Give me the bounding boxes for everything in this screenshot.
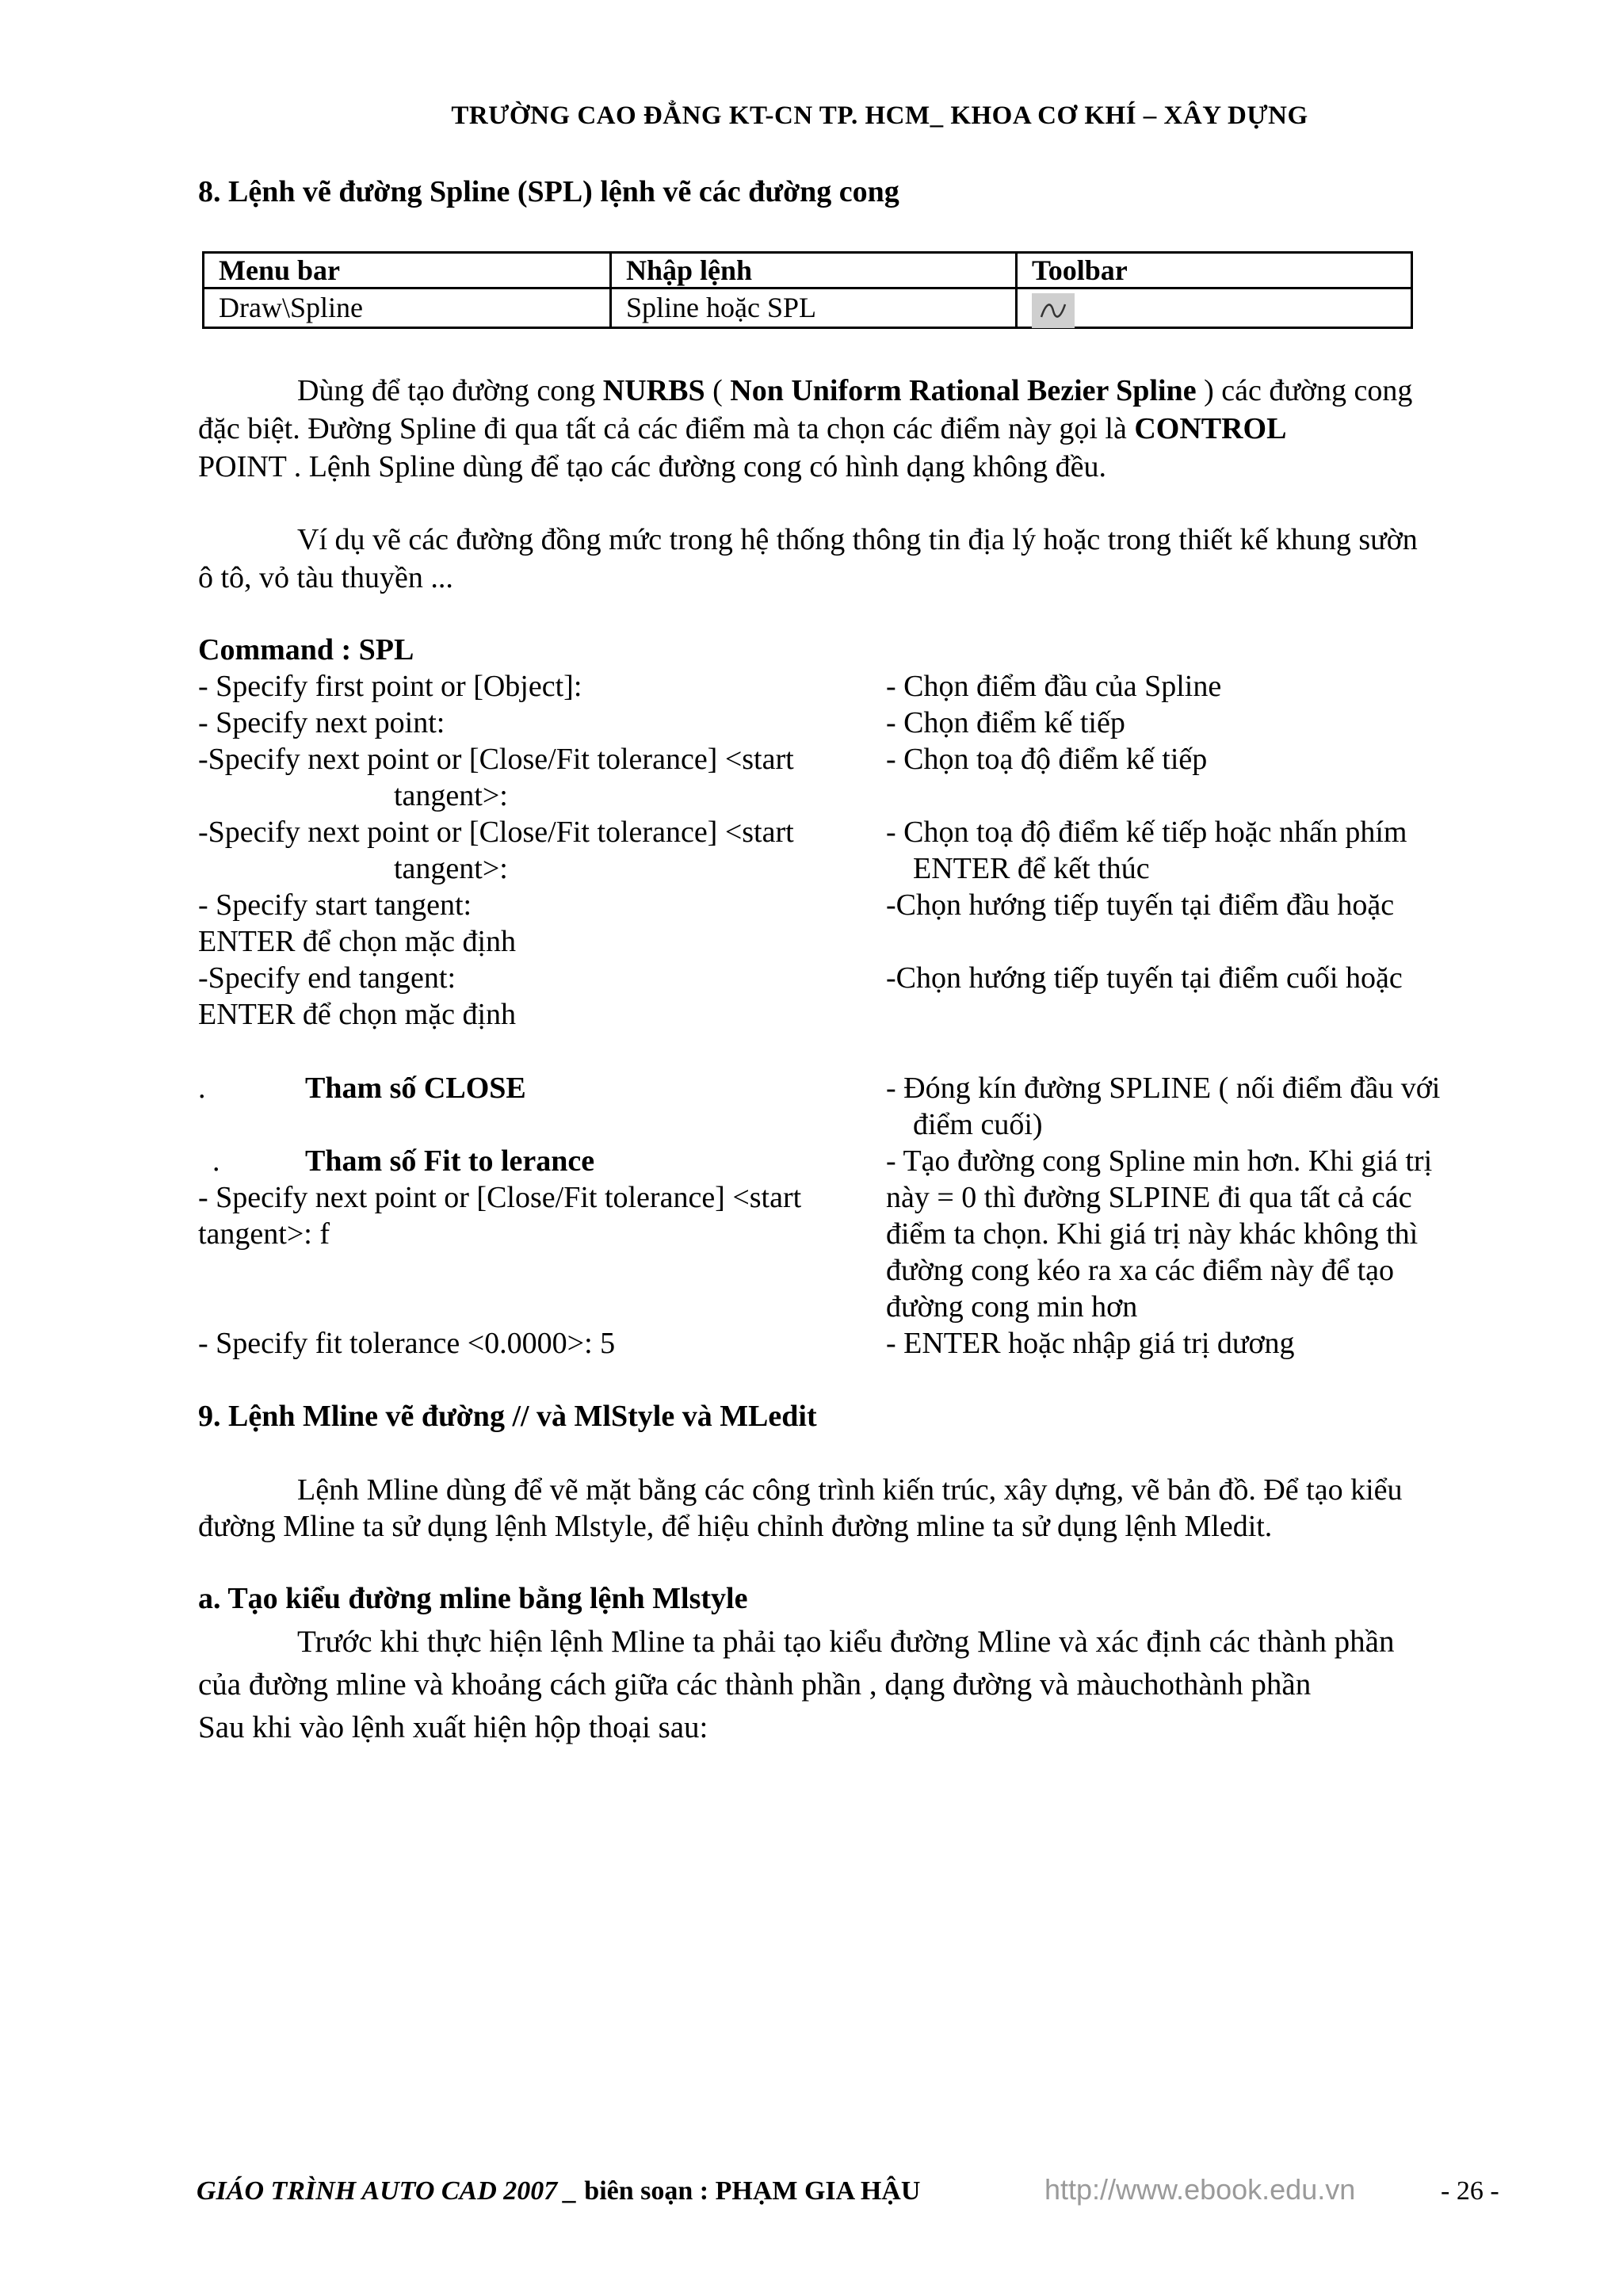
nurbs-paragraph-line-2: [198, 411, 1561, 447]
text-run: đặc biệt. Đường Spline đi qua tất cả các điểm mà ta chọn các điểm này gọi là: [198, 412, 1135, 445]
cmd-left-3-cont: tangent>:: [394, 779, 508, 812]
footer-title: [197, 2176, 920, 2206]
cmd-right-5: -Chọn hướng tiếp tuyến tại điểm đầu hoặc: [886, 888, 1395, 922]
cmd-left-5-cont: ENTER để chọn mặc định: [198, 925, 517, 958]
fit-left-1: - Specify next point or [Close/Fit tolerance] <start: [198, 1181, 802, 1214]
header-toolbar: Toolbar: [1017, 253, 1412, 288]
text-run: Dùng để tạo đường cong: [297, 374, 603, 407]
command-table: [202, 251, 1413, 329]
control-term: CONTROL: [1134, 412, 1287, 445]
section-8-heading: 8. Lệnh vẽ đường Spline (SPL) lệnh vẽ các đường cong: [198, 175, 899, 208]
mlstyle-line-1: Trước khi thực hiện lệnh Mline ta phải tạo kiểu đường Mline và xác định các thành phần: [297, 1625, 1395, 1659]
cmd-left-1: - Specify first point or [Object]:: [198, 670, 582, 703]
cell-menu-bar: Draw\Spline: [204, 288, 611, 328]
nurbs-paragraph-line-1: [297, 372, 1565, 409]
cell-nhap-lenh: Spline hoặc SPL: [611, 288, 1017, 328]
page-number: - 26 -: [1441, 2176, 1499, 2206]
cmd-left-3: -Specify next point or [Close/Fit tolerance] <start: [198, 743, 794, 776]
cmd-left-6: -Specify end tangent:: [198, 961, 456, 995]
nurbs-term: NURBS: [602, 374, 705, 407]
cmd-left-4: -Specify next point or [Close/Fit tolerance] <start: [198, 816, 794, 849]
spline-icon: [1032, 293, 1075, 328]
close-dot: .: [198, 1072, 206, 1105]
cmd-right-1: - Chọn điểm đầu của Spline: [886, 670, 1222, 703]
fit-desc-5: đường cong min hơn: [886, 1290, 1138, 1324]
command-table-row: [204, 288, 1412, 328]
subsection-a-heading: a. Tạo kiểu đường mline bằng lệnh Mlstyle: [198, 1582, 748, 1615]
fit-tolerance-prompt: - Specify fit tolerance <0.0000>: 5: [198, 1327, 616, 1360]
mline-paragraph-line-1: Lệnh Mline dùng để vẽ mặt bằng các công trình kiến trúc, xây dựng, vẽ bản đồ. Để tạo kiểu: [297, 1473, 1403, 1507]
close-desc-2: điểm cuối): [913, 1108, 1043, 1141]
fit-desc-3: điểm ta chọn. Khi giá trị này khác không thì: [886, 1217, 1419, 1251]
close-label: Tham số CLOSE: [305, 1072, 526, 1105]
text-run: (: [705, 374, 731, 407]
fit-label: Tham số Fit to lerance: [305, 1144, 595, 1178]
fit-dot: .: [212, 1144, 220, 1178]
cell-toolbar: [1017, 288, 1412, 328]
cmd-left-5: - Specify start tangent:: [198, 888, 472, 922]
book-title: GIÁO TRÌNH AUTO CAD 2007 _: [197, 2176, 585, 2206]
command-title: Command : SPL: [198, 633, 414, 667]
nurbs-fullname: Non Uniform Rational Bezier Spline: [730, 374, 1197, 407]
cmd-left-2: - Specify next point:: [198, 706, 445, 739]
cmd-right-6: -Chọn hướng tiếp tuyến tại điểm cuối hoặc: [886, 961, 1403, 995]
cmd-right-4-cont: ENTER để kết thúc: [913, 852, 1150, 885]
fit-desc-4: đường cong kéo ra xa các điểm này để tạo: [886, 1254, 1395, 1287]
cmd-left-6-cont: ENTER để chọn mặc định: [198, 998, 517, 1031]
footer-url: http://www.ebook.edu.vn: [1044, 2173, 1356, 2206]
text-run: ) các đường cong: [1196, 374, 1413, 407]
example-paragraph-line-2: ô tô, vỏ tàu thuyền ...: [198, 561, 453, 594]
mline-paragraph-line-2: đường Mline ta sử dụng lệnh Mlstyle, để hiệu chỉnh đường mline ta sử dụng lệnh Mledit.: [198, 1510, 1273, 1543]
cmd-right-4: - Chọn toạ độ điểm kế tiếp hoặc nhấn phím: [886, 816, 1407, 849]
command-table-header-row: [204, 253, 1412, 288]
fit-tolerance-desc: - ENTER hoặc nhập giá trị dương: [886, 1327, 1295, 1360]
example-paragraph-line-1: Ví dụ vẽ các đường đồng mức trong hệ thống thông tin địa lý hoặc trong thiết kế khung sườn: [297, 523, 1418, 556]
fit-desc-2: này = 0 thì đường SLPINE đi qua tất cả các: [886, 1181, 1412, 1214]
mlstyle-line-2: của đường mline và khoảng cách giữa các thành phần , dạng đường và màuchothành phần: [198, 1668, 1312, 1702]
section-9-heading: 9. Lệnh Mline vẽ đường // và MlStyle và MLedit: [198, 1400, 817, 1433]
nurbs-paragraph-line-3: POINT . Lệnh Spline dùng để tạo các đường cong có hình dạng không đều.: [198, 450, 1106, 483]
close-desc-1: - Đóng kín đường SPLINE ( nối điểm đầu với: [886, 1072, 1441, 1105]
cmd-left-4-cont: tangent>:: [394, 852, 508, 885]
mlstyle-line-3: Sau khi vào lệnh xuất hiện hộp thoại sau:: [198, 1710, 708, 1744]
author: biên soạn : PHẠM GIA HẬU: [584, 2176, 921, 2206]
page-header: TRƯỜNG CAO ĐẲNG KT-CN TP. HCM_ KHOA CƠ KHÍ – XÂY DỰNG: [451, 101, 1308, 130]
cmd-right-3: - Chọn toạ độ điểm kế tiếp: [886, 743, 1208, 776]
header-menu-bar: Menu bar: [204, 253, 611, 288]
fit-desc-1: - Tạo đường cong Spline min hơn. Khi giá trị: [886, 1144, 1433, 1178]
header-nhap-lenh: Nhập lệnh: [611, 253, 1017, 288]
cmd-right-2: - Chọn điểm kế tiếp: [886, 706, 1125, 739]
fit-left-2: tangent>: f: [198, 1217, 330, 1251]
